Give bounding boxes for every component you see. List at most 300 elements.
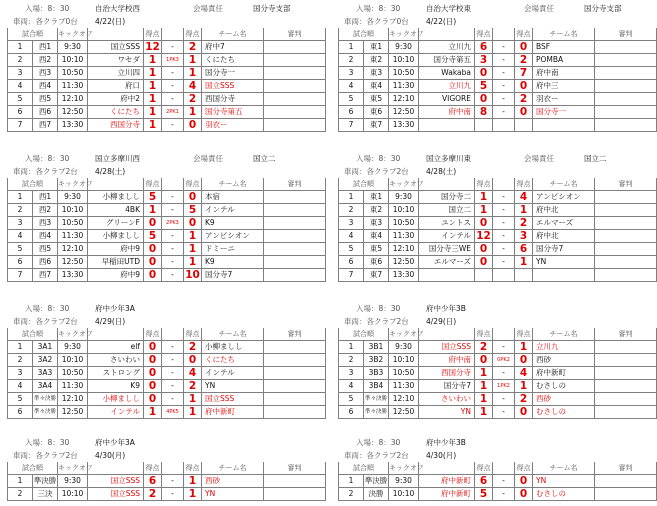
away-score: 1 bbox=[184, 475, 202, 488]
match-code: 準々決勝 bbox=[33, 393, 58, 406]
match-number: 1 bbox=[339, 41, 364, 54]
column-header-kickoff: キックオフ bbox=[58, 462, 88, 475]
home-team: 府中新町 bbox=[419, 488, 475, 501]
referee-cell bbox=[264, 488, 326, 501]
away-score: 1 bbox=[515, 341, 533, 354]
match-row bbox=[8, 269, 326, 282]
column-header-score-home: 得点 bbox=[144, 462, 162, 475]
home-team: 立川九 bbox=[419, 41, 475, 54]
match-row bbox=[339, 380, 657, 393]
match-row bbox=[339, 475, 657, 488]
table-header-row bbox=[8, 462, 326, 475]
match-table bbox=[338, 178, 657, 282]
kickoff-time: 10:10 bbox=[389, 488, 419, 501]
match-number: 2 bbox=[8, 488, 33, 501]
home-score: 0 bbox=[475, 67, 493, 80]
match-code: 西7 bbox=[33, 269, 58, 282]
kickoff-time: 10:10 bbox=[58, 488, 88, 501]
pk-result: - bbox=[493, 341, 515, 354]
schedule-block bbox=[7, 437, 317, 501]
pk-result: - bbox=[493, 243, 515, 256]
away-score: 0 bbox=[515, 488, 533, 501]
match-number: 2 bbox=[8, 54, 33, 67]
kickoff-time: 11:30 bbox=[389, 80, 419, 93]
home-team: K9 bbox=[88, 380, 144, 393]
cars-header bbox=[7, 16, 317, 29]
kickoff-time: 12:10 bbox=[389, 243, 419, 256]
away-team: K9 bbox=[202, 256, 264, 269]
table-header-row bbox=[8, 178, 326, 191]
home-team: 国立二 bbox=[419, 204, 475, 217]
home-score: 0 bbox=[475, 93, 493, 106]
match-number: 2 bbox=[339, 54, 364, 67]
column-header-score-away: 得点 bbox=[184, 462, 202, 475]
away-team: 府中7 bbox=[202, 41, 264, 54]
column-header-score-home: 得点 bbox=[144, 328, 162, 341]
column-header-blank bbox=[493, 328, 515, 341]
away-team: 羽衣ー bbox=[533, 93, 595, 106]
match-number: 3 bbox=[339, 217, 364, 230]
away-team: アンビシオン bbox=[202, 230, 264, 243]
match-row bbox=[8, 217, 326, 230]
home-team: 国分寺二 bbox=[419, 191, 475, 204]
home-score: 5 bbox=[144, 191, 162, 204]
match-number: 4 bbox=[339, 380, 364, 393]
column-header-blank bbox=[162, 178, 184, 191]
pk-result bbox=[493, 119, 515, 132]
match-code: 東3 bbox=[364, 217, 389, 230]
match-table bbox=[7, 328, 326, 419]
home-team: エルマーズ bbox=[419, 256, 475, 269]
column-header-referee: 審判 bbox=[264, 178, 326, 191]
column-header-score-away: 得点 bbox=[515, 178, 533, 191]
home-team: 府中南 bbox=[419, 354, 475, 367]
manager-label: 会場責任 bbox=[524, 154, 554, 163]
venue-name: 府中少年3A bbox=[95, 304, 135, 313]
pk-result: - bbox=[162, 380, 184, 393]
match-row bbox=[339, 367, 657, 380]
home-team: 府中2 bbox=[88, 93, 144, 106]
venue-name: 国立多摩川東 bbox=[426, 154, 471, 163]
column-header-score-home: 得点 bbox=[475, 28, 493, 41]
away-team: 国分寺7 bbox=[533, 243, 595, 256]
column-header-score-away: 得点 bbox=[184, 28, 202, 41]
kickoff-time: 12:50 bbox=[58, 106, 88, 119]
pk-result: - bbox=[493, 217, 515, 230]
kickoff-time: 9:30 bbox=[58, 475, 88, 488]
schedule-block bbox=[338, 3, 648, 132]
away-team: YN bbox=[533, 256, 595, 269]
referee-cell bbox=[595, 488, 657, 501]
away-score: 0 bbox=[184, 354, 202, 367]
away-score: 2 bbox=[515, 217, 533, 230]
match-number: 1 bbox=[339, 475, 364, 488]
column-header-blank bbox=[88, 178, 144, 191]
away-score: 1 bbox=[184, 406, 202, 419]
match-number: 4 bbox=[8, 80, 33, 93]
pk-result: - bbox=[493, 67, 515, 80]
away-score: 1 bbox=[184, 106, 202, 119]
referee-cell bbox=[264, 106, 326, 119]
home-team: 国立SSS bbox=[88, 41, 144, 54]
match-code: 西4 bbox=[33, 230, 58, 243]
home-team bbox=[419, 119, 475, 132]
pk-result: - bbox=[162, 191, 184, 204]
kickoff-time: 11:30 bbox=[58, 380, 88, 393]
kickoff-time: 9:30 bbox=[389, 41, 419, 54]
pk-result: - bbox=[493, 93, 515, 106]
column-header-team-name: チーム名 bbox=[533, 28, 595, 41]
venue-name: 府中少年3B bbox=[426, 304, 466, 313]
schedule-block bbox=[338, 153, 648, 282]
kickoff-time: 11:30 bbox=[58, 230, 88, 243]
schedule-block bbox=[7, 3, 317, 132]
home-score: 0 bbox=[144, 341, 162, 354]
match-row bbox=[339, 488, 657, 501]
home-team: 小柳ましし bbox=[88, 393, 144, 406]
column-header-match-order: 試合順 bbox=[339, 328, 389, 341]
match-row bbox=[8, 488, 326, 501]
pk-result: - bbox=[162, 341, 184, 354]
away-score: 4 bbox=[184, 367, 202, 380]
column-header-team-name: チーム名 bbox=[202, 328, 264, 341]
home-team: 国分寺三WE bbox=[419, 243, 475, 256]
pk-result bbox=[493, 269, 515, 282]
referee-cell bbox=[264, 354, 326, 367]
kickoff-time: 9:30 bbox=[389, 191, 419, 204]
away-score: 0 bbox=[515, 475, 533, 488]
away-score: 2 bbox=[184, 41, 202, 54]
home-score: 0 bbox=[144, 217, 162, 230]
home-team: 国立SSS bbox=[88, 488, 144, 501]
cars-label: 車両：各クラブ0台 bbox=[13, 16, 78, 26]
pk-result: - bbox=[162, 488, 184, 501]
match-code: 東5 bbox=[364, 243, 389, 256]
away-score: 0 bbox=[515, 354, 533, 367]
away-team: 西国分寺 bbox=[202, 93, 264, 106]
entry-time-label: 入場：8：30 bbox=[25, 154, 70, 163]
match-date: 4/22(日) bbox=[426, 16, 457, 26]
schedule-block bbox=[338, 303, 648, 419]
kickoff-time: 12:50 bbox=[389, 256, 419, 269]
match-code: 西3 bbox=[33, 217, 58, 230]
match-table bbox=[7, 178, 326, 282]
match-row bbox=[8, 367, 326, 380]
match-code: 西1 bbox=[33, 41, 58, 54]
venue-header bbox=[338, 3, 648, 16]
column-header-match-order: 試合順 bbox=[8, 328, 58, 341]
kickoff-time: 12:50 bbox=[389, 406, 419, 419]
away-team: 羽衣ー bbox=[202, 119, 264, 132]
match-number: 5 bbox=[8, 393, 33, 406]
venue-name: 府中少年3B bbox=[426, 438, 466, 447]
home-team: インテル bbox=[419, 230, 475, 243]
column-header-team-name: チーム名 bbox=[533, 462, 595, 475]
match-table bbox=[7, 28, 326, 132]
pk-result: - bbox=[493, 256, 515, 269]
away-team: むさしの bbox=[533, 380, 595, 393]
manager-label: 会場責任 bbox=[524, 4, 554, 13]
home-score: 1 bbox=[144, 106, 162, 119]
match-row bbox=[339, 54, 657, 67]
column-header-referee: 審判 bbox=[595, 328, 657, 341]
match-code: 東6 bbox=[364, 256, 389, 269]
away-score: 4 bbox=[515, 191, 533, 204]
home-score: 0 bbox=[144, 243, 162, 256]
cars-label: 車両：各クラブ2台 bbox=[13, 166, 78, 176]
kickoff-time: 9:30 bbox=[58, 191, 88, 204]
match-row bbox=[339, 41, 657, 54]
match-row bbox=[8, 80, 326, 93]
match-row bbox=[8, 191, 326, 204]
column-header-blank bbox=[493, 178, 515, 191]
match-table bbox=[338, 462, 657, 501]
away-team: 立川九 bbox=[533, 341, 595, 354]
cars-label: 車両：各クラブ2台 bbox=[344, 166, 409, 176]
home-team: 国立SSS bbox=[419, 341, 475, 354]
pk-result: 2PK1 bbox=[162, 106, 184, 119]
pk-result: - bbox=[162, 119, 184, 132]
home-team: 立川四 bbox=[88, 67, 144, 80]
table-header-row bbox=[339, 28, 657, 41]
kickoff-time: 10:50 bbox=[389, 67, 419, 80]
column-header-score-home: 得点 bbox=[475, 178, 493, 191]
match-code: 東2 bbox=[364, 54, 389, 67]
kickoff-time: 9:30 bbox=[58, 341, 88, 354]
kickoff-time: 10:50 bbox=[389, 217, 419, 230]
match-code: 東1 bbox=[364, 41, 389, 54]
away-team: 府中南 bbox=[533, 67, 595, 80]
home-score: 1 bbox=[475, 367, 493, 380]
entry-time-label: 入場：8：30 bbox=[356, 304, 401, 313]
pk-result: - bbox=[493, 393, 515, 406]
referee-cell bbox=[264, 256, 326, 269]
home-score: 0 bbox=[144, 269, 162, 282]
match-row bbox=[339, 191, 657, 204]
pk-result: - bbox=[162, 230, 184, 243]
kickoff-time: 10:50 bbox=[58, 367, 88, 380]
home-score: 1 bbox=[144, 67, 162, 80]
column-header-kickoff: キックオフ bbox=[58, 178, 88, 191]
referee-cell bbox=[264, 41, 326, 54]
match-number: 4 bbox=[8, 230, 33, 243]
away-team: 西砂 bbox=[533, 354, 595, 367]
cars-header bbox=[338, 166, 648, 179]
match-code: 3B2 bbox=[364, 354, 389, 367]
column-header-referee: 審判 bbox=[595, 462, 657, 475]
away-score: 0 bbox=[184, 217, 202, 230]
match-row bbox=[8, 106, 326, 119]
kickoff-time: 10:50 bbox=[389, 367, 419, 380]
away-score: 5 bbox=[184, 204, 202, 217]
match-row bbox=[339, 406, 657, 419]
match-number: 2 bbox=[339, 204, 364, 217]
match-row bbox=[339, 256, 657, 269]
home-team: YN bbox=[419, 406, 475, 419]
match-table bbox=[7, 462, 326, 501]
home-team: インテル bbox=[88, 406, 144, 419]
pk-result: - bbox=[493, 41, 515, 54]
away-team: エルマーズ bbox=[533, 217, 595, 230]
away-score bbox=[515, 119, 533, 132]
home-team: 府中9 bbox=[88, 269, 144, 282]
kickoff-time: 10:10 bbox=[389, 54, 419, 67]
column-header-referee: 審判 bbox=[595, 178, 657, 191]
referee-cell bbox=[264, 243, 326, 256]
venue-header bbox=[7, 153, 317, 166]
column-header-score-away: 得点 bbox=[184, 328, 202, 341]
match-row bbox=[339, 119, 657, 132]
match-date: 4/28(土) bbox=[95, 166, 126, 176]
column-header-blank bbox=[493, 462, 515, 475]
away-score: 1 bbox=[184, 54, 202, 67]
match-date: 4/29(日) bbox=[95, 316, 126, 326]
match-code: 西6 bbox=[33, 106, 58, 119]
home-score: 8 bbox=[475, 106, 493, 119]
match-row bbox=[339, 67, 657, 80]
referee-cell bbox=[595, 380, 657, 393]
match-number: 5 bbox=[339, 93, 364, 106]
pk-result: 1PK3 bbox=[162, 54, 184, 67]
referee-cell bbox=[264, 80, 326, 93]
match-row bbox=[339, 269, 657, 282]
match-number: 6 bbox=[8, 256, 33, 269]
match-code: 準決勝 bbox=[364, 475, 389, 488]
match-number: 7 bbox=[8, 119, 33, 132]
manager-name: 国立二 bbox=[584, 154, 607, 163]
kickoff-time: 10:10 bbox=[58, 204, 88, 217]
home-score: 1 bbox=[144, 93, 162, 106]
column-header-blank bbox=[88, 28, 144, 41]
venue-name: 府中少年3A bbox=[95, 438, 135, 447]
column-header-kickoff: キックオフ bbox=[389, 178, 419, 191]
away-team: K9 bbox=[202, 217, 264, 230]
venue-header bbox=[338, 303, 648, 316]
venue-header bbox=[7, 303, 317, 316]
pk-result: - bbox=[162, 367, 184, 380]
referee-cell bbox=[264, 341, 326, 354]
match-code: 東6 bbox=[364, 106, 389, 119]
home-score: 0 bbox=[144, 367, 162, 380]
away-team: インテル bbox=[202, 367, 264, 380]
match-table bbox=[338, 28, 657, 132]
away-score: 1 bbox=[184, 488, 202, 501]
match-row bbox=[8, 256, 326, 269]
home-team: 府中南 bbox=[419, 106, 475, 119]
pk-result: - bbox=[162, 243, 184, 256]
column-header-score-home: 得点 bbox=[475, 462, 493, 475]
match-code: 西2 bbox=[33, 54, 58, 67]
match-code: 東3 bbox=[364, 67, 389, 80]
home-team: さいわい bbox=[419, 393, 475, 406]
match-date: 4/30(月) bbox=[426, 450, 457, 460]
home-team: くにたち bbox=[88, 106, 144, 119]
home-team: 府口 bbox=[88, 80, 144, 93]
entry-time-label: 入場：8：30 bbox=[25, 304, 70, 313]
away-score bbox=[515, 269, 533, 282]
column-header-kickoff: キックオフ bbox=[58, 28, 88, 41]
away-team: 国分寺一 bbox=[202, 67, 264, 80]
referee-cell bbox=[595, 119, 657, 132]
referee-cell bbox=[264, 191, 326, 204]
referee-cell bbox=[264, 217, 326, 230]
cars-header bbox=[7, 316, 317, 329]
manager-name: 国立二 bbox=[253, 154, 276, 163]
home-team: VIGORE bbox=[419, 93, 475, 106]
match-code: 3A1 bbox=[33, 341, 58, 354]
match-number: 5 bbox=[339, 393, 364, 406]
away-score: 2 bbox=[515, 54, 533, 67]
home-score: 1 bbox=[475, 204, 493, 217]
away-score: 3 bbox=[515, 230, 533, 243]
match-number: 6 bbox=[339, 406, 364, 419]
pk-result: - bbox=[493, 488, 515, 501]
column-header-blank bbox=[162, 28, 184, 41]
referee-cell bbox=[264, 93, 326, 106]
home-score: 1 bbox=[144, 54, 162, 67]
away-score: 2 bbox=[184, 341, 202, 354]
manager-name: 国分寺支部 bbox=[253, 4, 291, 13]
cars-header bbox=[338, 450, 648, 463]
column-header-team-name: チーム名 bbox=[533, 328, 595, 341]
home-score: 6 bbox=[475, 41, 493, 54]
away-score: 1 bbox=[184, 243, 202, 256]
away-score: 1 bbox=[515, 256, 533, 269]
match-row bbox=[8, 204, 326, 217]
match-number: 1 bbox=[8, 41, 33, 54]
referee-cell bbox=[595, 106, 657, 119]
pk-result: - bbox=[493, 367, 515, 380]
match-row bbox=[8, 406, 326, 419]
match-number: 6 bbox=[8, 406, 33, 419]
home-team: グリーンF bbox=[88, 217, 144, 230]
away-score: 0 bbox=[515, 41, 533, 54]
table-header-row bbox=[339, 462, 657, 475]
kickoff-time: 13:30 bbox=[58, 269, 88, 282]
home-score: 5 bbox=[475, 488, 493, 501]
column-header-match-order: 試合順 bbox=[8, 178, 58, 191]
match-code: 準決勝 bbox=[33, 475, 58, 488]
venue-header bbox=[338, 153, 648, 166]
cars-label: 車両：各クラブ0台 bbox=[344, 16, 409, 26]
column-header-team-name: チーム名 bbox=[533, 178, 595, 191]
column-header-team-name: チーム名 bbox=[202, 28, 264, 41]
referee-cell bbox=[595, 341, 657, 354]
home-score: 1 bbox=[475, 393, 493, 406]
kickoff-time: 12:50 bbox=[58, 406, 88, 419]
away-team: 府中三 bbox=[533, 80, 595, 93]
match-code: 東2 bbox=[364, 204, 389, 217]
match-code: 西6 bbox=[33, 256, 58, 269]
away-team: アンビシオン bbox=[533, 191, 595, 204]
home-score: 0 bbox=[475, 256, 493, 269]
column-header-blank bbox=[162, 462, 184, 475]
home-score: 2 bbox=[475, 341, 493, 354]
referee-cell bbox=[264, 67, 326, 80]
column-header-team-name: チーム名 bbox=[202, 462, 264, 475]
column-header-referee: 審判 bbox=[595, 28, 657, 41]
match-number: 4 bbox=[8, 380, 33, 393]
match-row bbox=[339, 393, 657, 406]
match-row bbox=[8, 119, 326, 132]
pk-result: - bbox=[493, 230, 515, 243]
match-number: 6 bbox=[339, 106, 364, 119]
kickoff-time: 12:10 bbox=[389, 93, 419, 106]
referee-cell bbox=[595, 475, 657, 488]
column-header-score-away: 得点 bbox=[184, 178, 202, 191]
match-row bbox=[8, 341, 326, 354]
home-score: 12 bbox=[476, 230, 491, 242]
